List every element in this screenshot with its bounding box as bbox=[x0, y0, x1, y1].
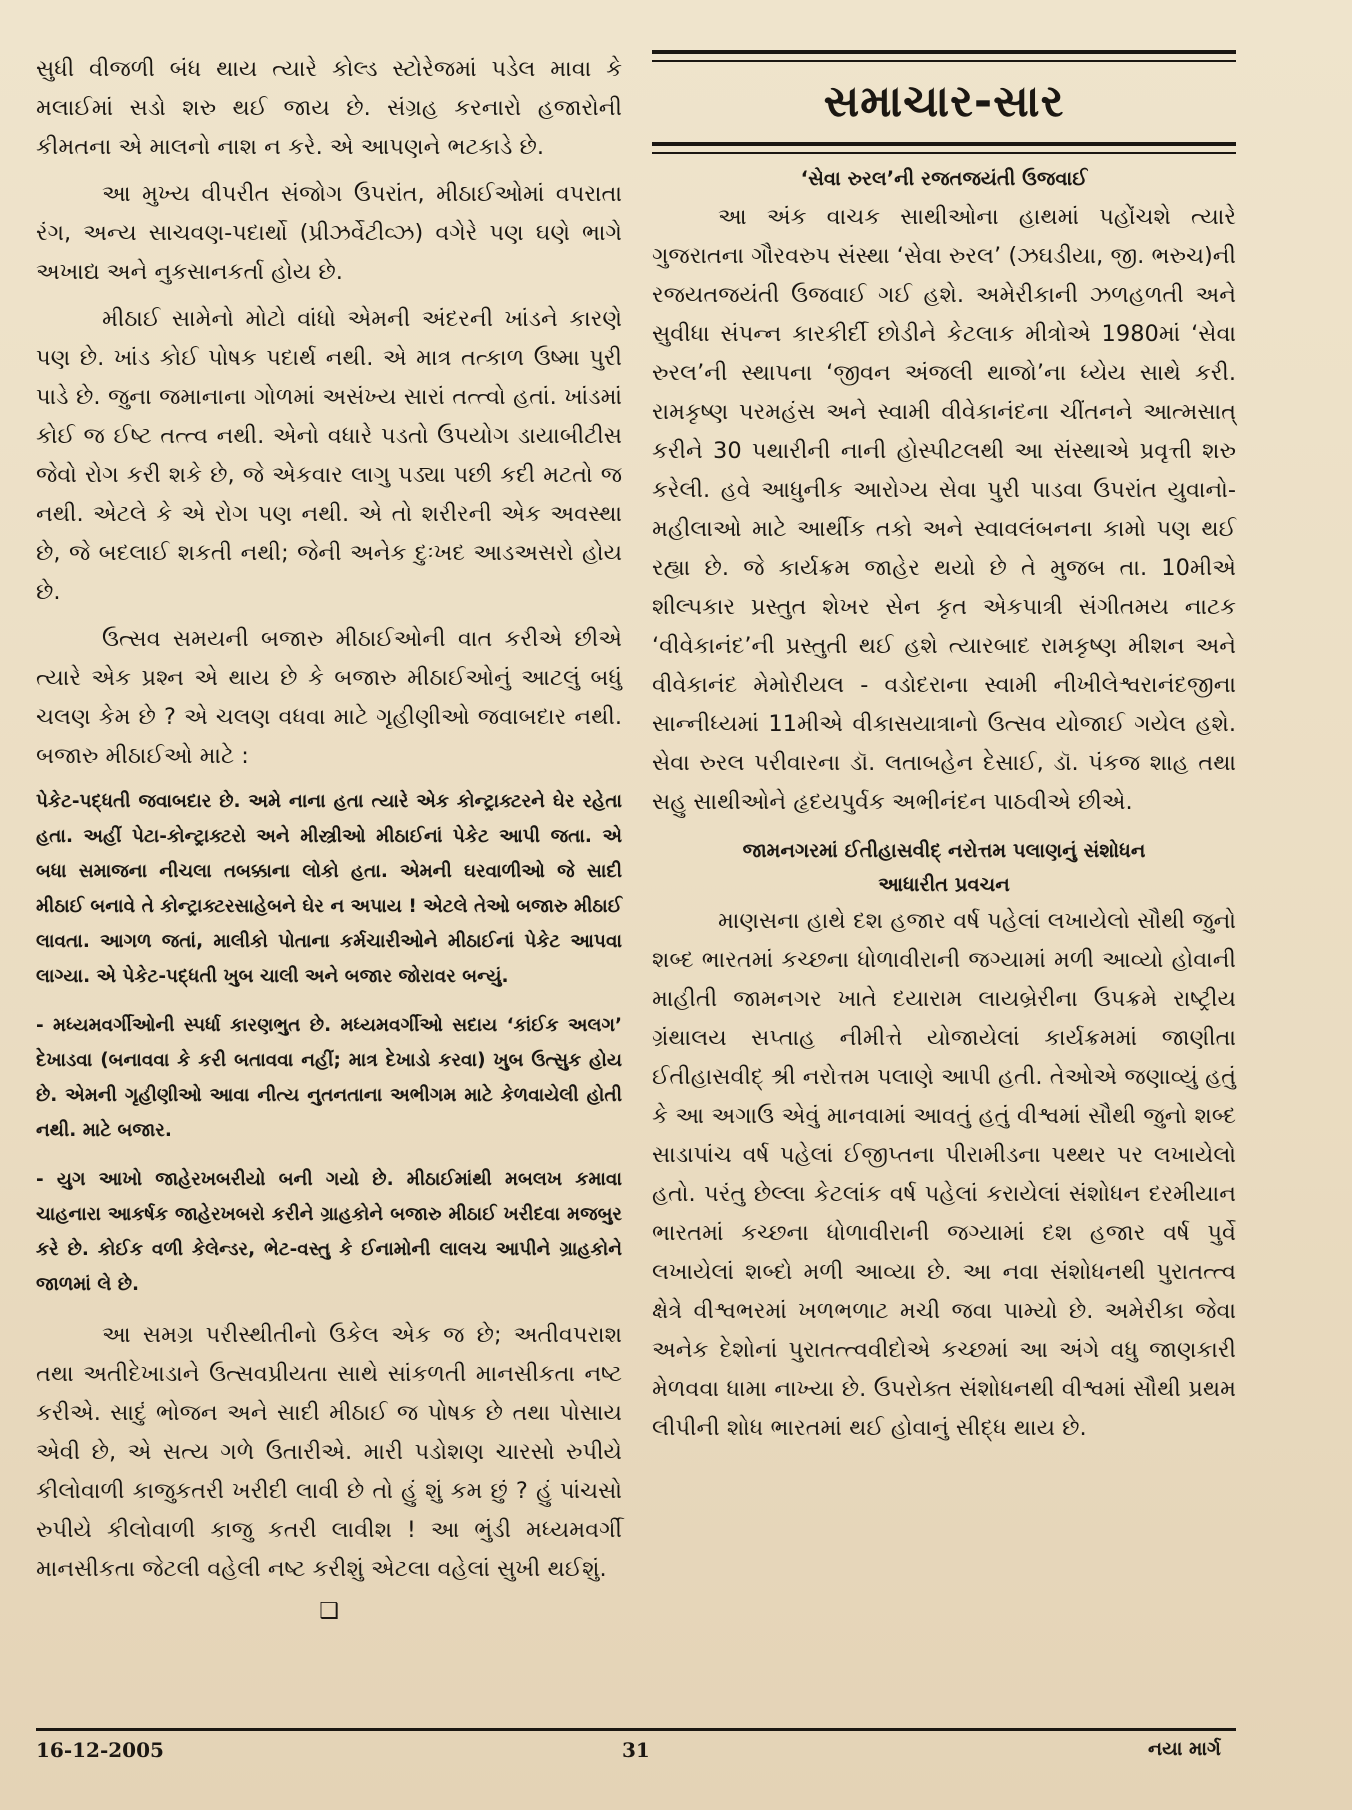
masthead-rule-top bbox=[652, 50, 1236, 62]
right-column bbox=[652, 50, 1236, 1448]
footer-rule bbox=[36, 1728, 1236, 1731]
story-heading: જામનગરમાં ઈતીહાસવીદ્ નરોત્તમ પલાણનું સંશોધન bbox=[742, 839, 1146, 862]
paragraph: સુધી વીજળી બંધ થાય ત્યારે કોલ્ડ સ્ટોરેજમાં પડેલ માવા કે મલાઈમાં સડો શરુ થઈ જાય છે. સંગ્રહ કરનારો હજારોની કીમતના એ માલનો નાશ ન કરે. એ આપણને ભટકાડે છે. bbox=[36, 56, 622, 160]
bullet-paragraph: પેકેટ-પદ્ધતી જવાબદાર છે. અમે નાના હતા ત્યારે એક કોન્ટ્રાક્ટરને ઘેર રહેતા હતા. અહીં પેટા-કોન્ટ્રાક્ટરો અને મીસ્ત્રીઓ મીઠાઈનાં પેકેટ આપી જતા. એ બધા સમાજના નીચલા તબક્કાના લોકો હતા. એમની ઘરવાળીઓ જે સાદી મીઠાઈ બનાવે તે કોન્ટ્રાક્ટરસાહેબને ઘેર ન અપાય ! એટલે તેઓ બજારુ મીઠાઈ લાવતા. આગળ જતાં, માલીકો પોતાના કર્મચારીઓને મીઠાઈનાં પેકેટ આપવા લાગ્યા. એ પેકેટ-પદ્ધતી ખુબ ચાલી અને બજાર જોરાવર બન્યું. bbox=[36, 791, 622, 987]
closing-paragraph: આ સમગ્ર પરીસ્થીતીનો ઉકેલ એક જ છે; અતીવપરાશ તથા અતીદેખાડાને ઉત્સવપ્રીયતા સાથે સાંકળતી માનસીકતા નષ્ટ કરીએ. સાદું ભોજન અને સાદી મીઠાઈ જ પોષક છે તથા પોસાય એવી છે, એ સત્ય ગળે ઉતારીએ. મારી પડોશણ ચારસો રુપીયે કીલોવાળી કાજુકતરી ખરીદી લાવી છે તો હું શું કમ છું ? હું પાંચસો રુપીયે કીલોવાળી કાજુ કતરી લાવીશ ! આ ભુંડી મધ્યમવર્ગી માનસીકતા જેટલી વહેલી નષ્ટ કરીશું એટલા વહેલાં સુખી થઈશું. bbox=[36, 1322, 622, 1582]
story-body: માણસના હાથે દશ હજાર વર્ષ પહેલાં લખાયેલો સૌથી જુનો શબ્દ ભારતમાં કચ્છના ધોળાવીરાની જગ્યામાં મળી આવ્યો હોવાની માહીતી જામનગર ખાતે દયારામ લાયબ્રેરીના ઉપક્રમે રાષ્ટ્રીય ગ્રંથાલય સપ્તાહ નીમીત્તે યોજાયેલાં કાર્યક્રમમાં જાણીતા ઈતીહાસવીદ્ શ્રી નરોત્તમ પલાણે આપી હતી. તેઓએ જણાવ્યું હતું કે આ અગાઉ એવું માનવામાં આવતું હતું વીશ્વમાં સૌથી જુનો શબ્દ સાડાપાંચ વર્ષ પહેલાં ઈજીપ્તના પીરામીડના પથ્થર પર લખાયેલો હતો. પરંતુ છેલ્લા કેટલાંક વર્ષ પહેલાં કરાયેલાં સંશોધન દરમીયાન ભારતમાં કચ્છના ધોળાવીરાની જગ્યામાં દશ હજાર વર્ષ પુર્વે લખાયેલાં શબ્દો મળી આવ્યા છે. આ નવા સંશોધનથી પુરાતત્ત્વ ક્ષેત્રે વીશ્વભરમાં ખળભળાટ મચી જવા પામ્યો છે. અમેરીકા જેવા અનેક દેશોનાં પુરાતત્ત્વવીદોએ કચ્છમાં આ અંગે વધુ જાણકારી મેળવવા ધામા નાખ્યા છે. ઉપરોક્ત સંશોધનથી વીશ્વમાં સૌથી પ્રથમ લીપીની શોધ ભારતમાં થઈ હોવાનું સીદ્ધ થાય છે. bbox=[652, 908, 1236, 1441]
paragraph: મીઠાઈ સામેનો મોટો વાંધો એમની અંદરની ખાંડને કારણે પણ છે. ખાંડ કોઈ પોષક પદાર્થ નથી. એ માત્ર તત્કાળ ઉષ્મા પુરી પાડે છે. જુના જમાનાના ગોળમાં અસંખ્ય સારાં તત્ત્વો હતાં. ખાંડમાં કોઈ જ ઈષ્ટ તત્ત્વ નથી. એનો વધારે પડતો ઉપયોગ ડાયાબીટીસ જેવો રોગ કરી શકે છે, જે એકવાર લાગુ પડ્યા પછી કદી મટતો જ નથી. એટલે કે એ રોગ પણ નથી. એ તો શરીરની એક અવસ્થા છે, જે બદલાઈ શકતી નથી; જેની અનેક દુઃખદ આડઅસરો હોય છે. bbox=[36, 306, 622, 605]
section-masthead: સમાચાર-સાર bbox=[823, 76, 1065, 127]
bullet-paragraph: - મધ્યમવર્ગીઓની સ્પર્ધા કારણભુત છે. મધ્યમવર્ગીઓ સદાય ‘કાંઈક અલગ’ દેખાડવા (બનાવવા કે કરી બતાવવા નહીં; માત્ર દેખાડો કરવા) ખુબ ઉત્સુક હોય છે. એમની ગૃહીણીઓ આવા નીત્ય નુતનતાના અભીગમ માટે કેળવાયેલી હોતી નથી. માટે બજાર. bbox=[36, 1015, 622, 1141]
masthead-rule-bottom bbox=[652, 142, 1236, 154]
paragraph: ઉત્સવ સમયની બજારુ મીઠાઈઓની વાત કરીએ છીએ ત્યારે એક પ્રશ્ન એ થાય છે કે બજારુ મીઠાઈઓનું આટલું બધું ચલણ કેમ છે ? એ ચલણ વધવા માટે ગૃહીણીઓ જવાબદાર નથી. બજારુ મીઠાઈઓ માટે : bbox=[36, 626, 622, 769]
story-heading-continued: આધારીત પ્રવચન bbox=[878, 873, 1010, 896]
left-column bbox=[36, 50, 622, 1627]
bullet-paragraph: - યુગ આખો જાહેરખબરીયો બની ગયો છે. મીઠાઈમાંથી મબલખ કમાવા ચાહનારા આકર્ષક જાહેરખબરો કરીને ગ્રાહકોને બજારુ મીઠાઈ ખરીદવા મજબુર કરે છે. કોઈક વળી કેલેન્ડર, ભેટ-વસ્તુ કે ઈનામોની લાલચ આપીને ગ્રાહકોને જાળમાં લે છે. bbox=[36, 1169, 622, 1295]
publication-name: નયા માર્ગ bbox=[1148, 1738, 1221, 1760]
paragraph: આ મુખ્ય વીપરીત સંજોગ ઉપરાંત, મીઠાઈઓમાં વપરાતા રંગ, અન્ય સાચવણ-પદાર્થો (પ્રીઝર્વેટીવ્ઝ) વગેરે પણ ઘણે ભાગે અખાદ્ય અને નુકસાનકર્તા હોય છે. bbox=[36, 181, 622, 285]
end-mark: ❑ bbox=[319, 1599, 339, 1624]
page-number: 31 bbox=[622, 1738, 650, 1762]
story-heading: ‘સેવા રુરલ’ની રજતજયંતી ઉજવાઈ bbox=[800, 167, 1088, 190]
footer-date: 16-12-2005 bbox=[36, 1738, 164, 1762]
story-body: આ અંક વાચક સાથીઓના હાથમાં પહોંચશે ત્યારે ગુજરાતના ગૌરવરુપ સંસ્થા ‘સેવા રુરલ’ (ઝઘડીયા, જી. ભરુચ)ની રજયતજયંતી ઉજવાઈ ગઈ હશે. અમેરીકાની ઝળહળતી અને સુવીધા સંપન્ન કારકીર્દી છોડીને કેટલાક મીત્રોએ 1980માં ‘સેવા રુરલ’ની સ્થાપના ‘જીવન અંજલી થાજો’ના ધ્યેય સાથે કરી. રામકૃષ્ણ પરમહંસ અને સ્વામી વીવેકાનંદના ચીંતનને આત્મસાત્ કરીને 30 પથારીની નાની હોસ્પીટલથી આ સંસ્થાએ પ્રવૃત્તી શરુ કરેલી. હવે આધુનીક આરોગ્ય સેવા પુરી પાડવા ઉપરાંત યુવાનો-મહીલાઓ માટે આર્થીક તકો અને સ્વાવલંબનના કામો પણ થઈ રહ્યા છે. જે કાર્યક્રમ જાહેર થયો છે તે મુજબ તા. 10મીએ શીલ્પકાર પ્રસ્તુત શેખર સેન કૃત એકપાત્રી સંગીતમય નાટક ‘વીવેકાનંદ’ની પ્રસ્તુતી થઈ હશે ત્યારબાદ રામકૃષ્ણ મીશન અને વીવેકાનંદ મેમોરીયલ - વડોદરાના સ્વામી નીખીલેશ્વરાનંદજીના સાન્નીધ્યમાં 11મીએ વીકાસયાત્રાનો ઉત્સવ યોજાઈ ગયેલ હશે. સેવા રુરલ પરીવારના ડૉ. લતાબહેન દેસાઈ, ડૉ. પંકજ શાહ તથા સહુ સાથીઓને હૃદયપુર્વક અભીનંદન પાઠવીએ છીએ. bbox=[652, 204, 1236, 815]
